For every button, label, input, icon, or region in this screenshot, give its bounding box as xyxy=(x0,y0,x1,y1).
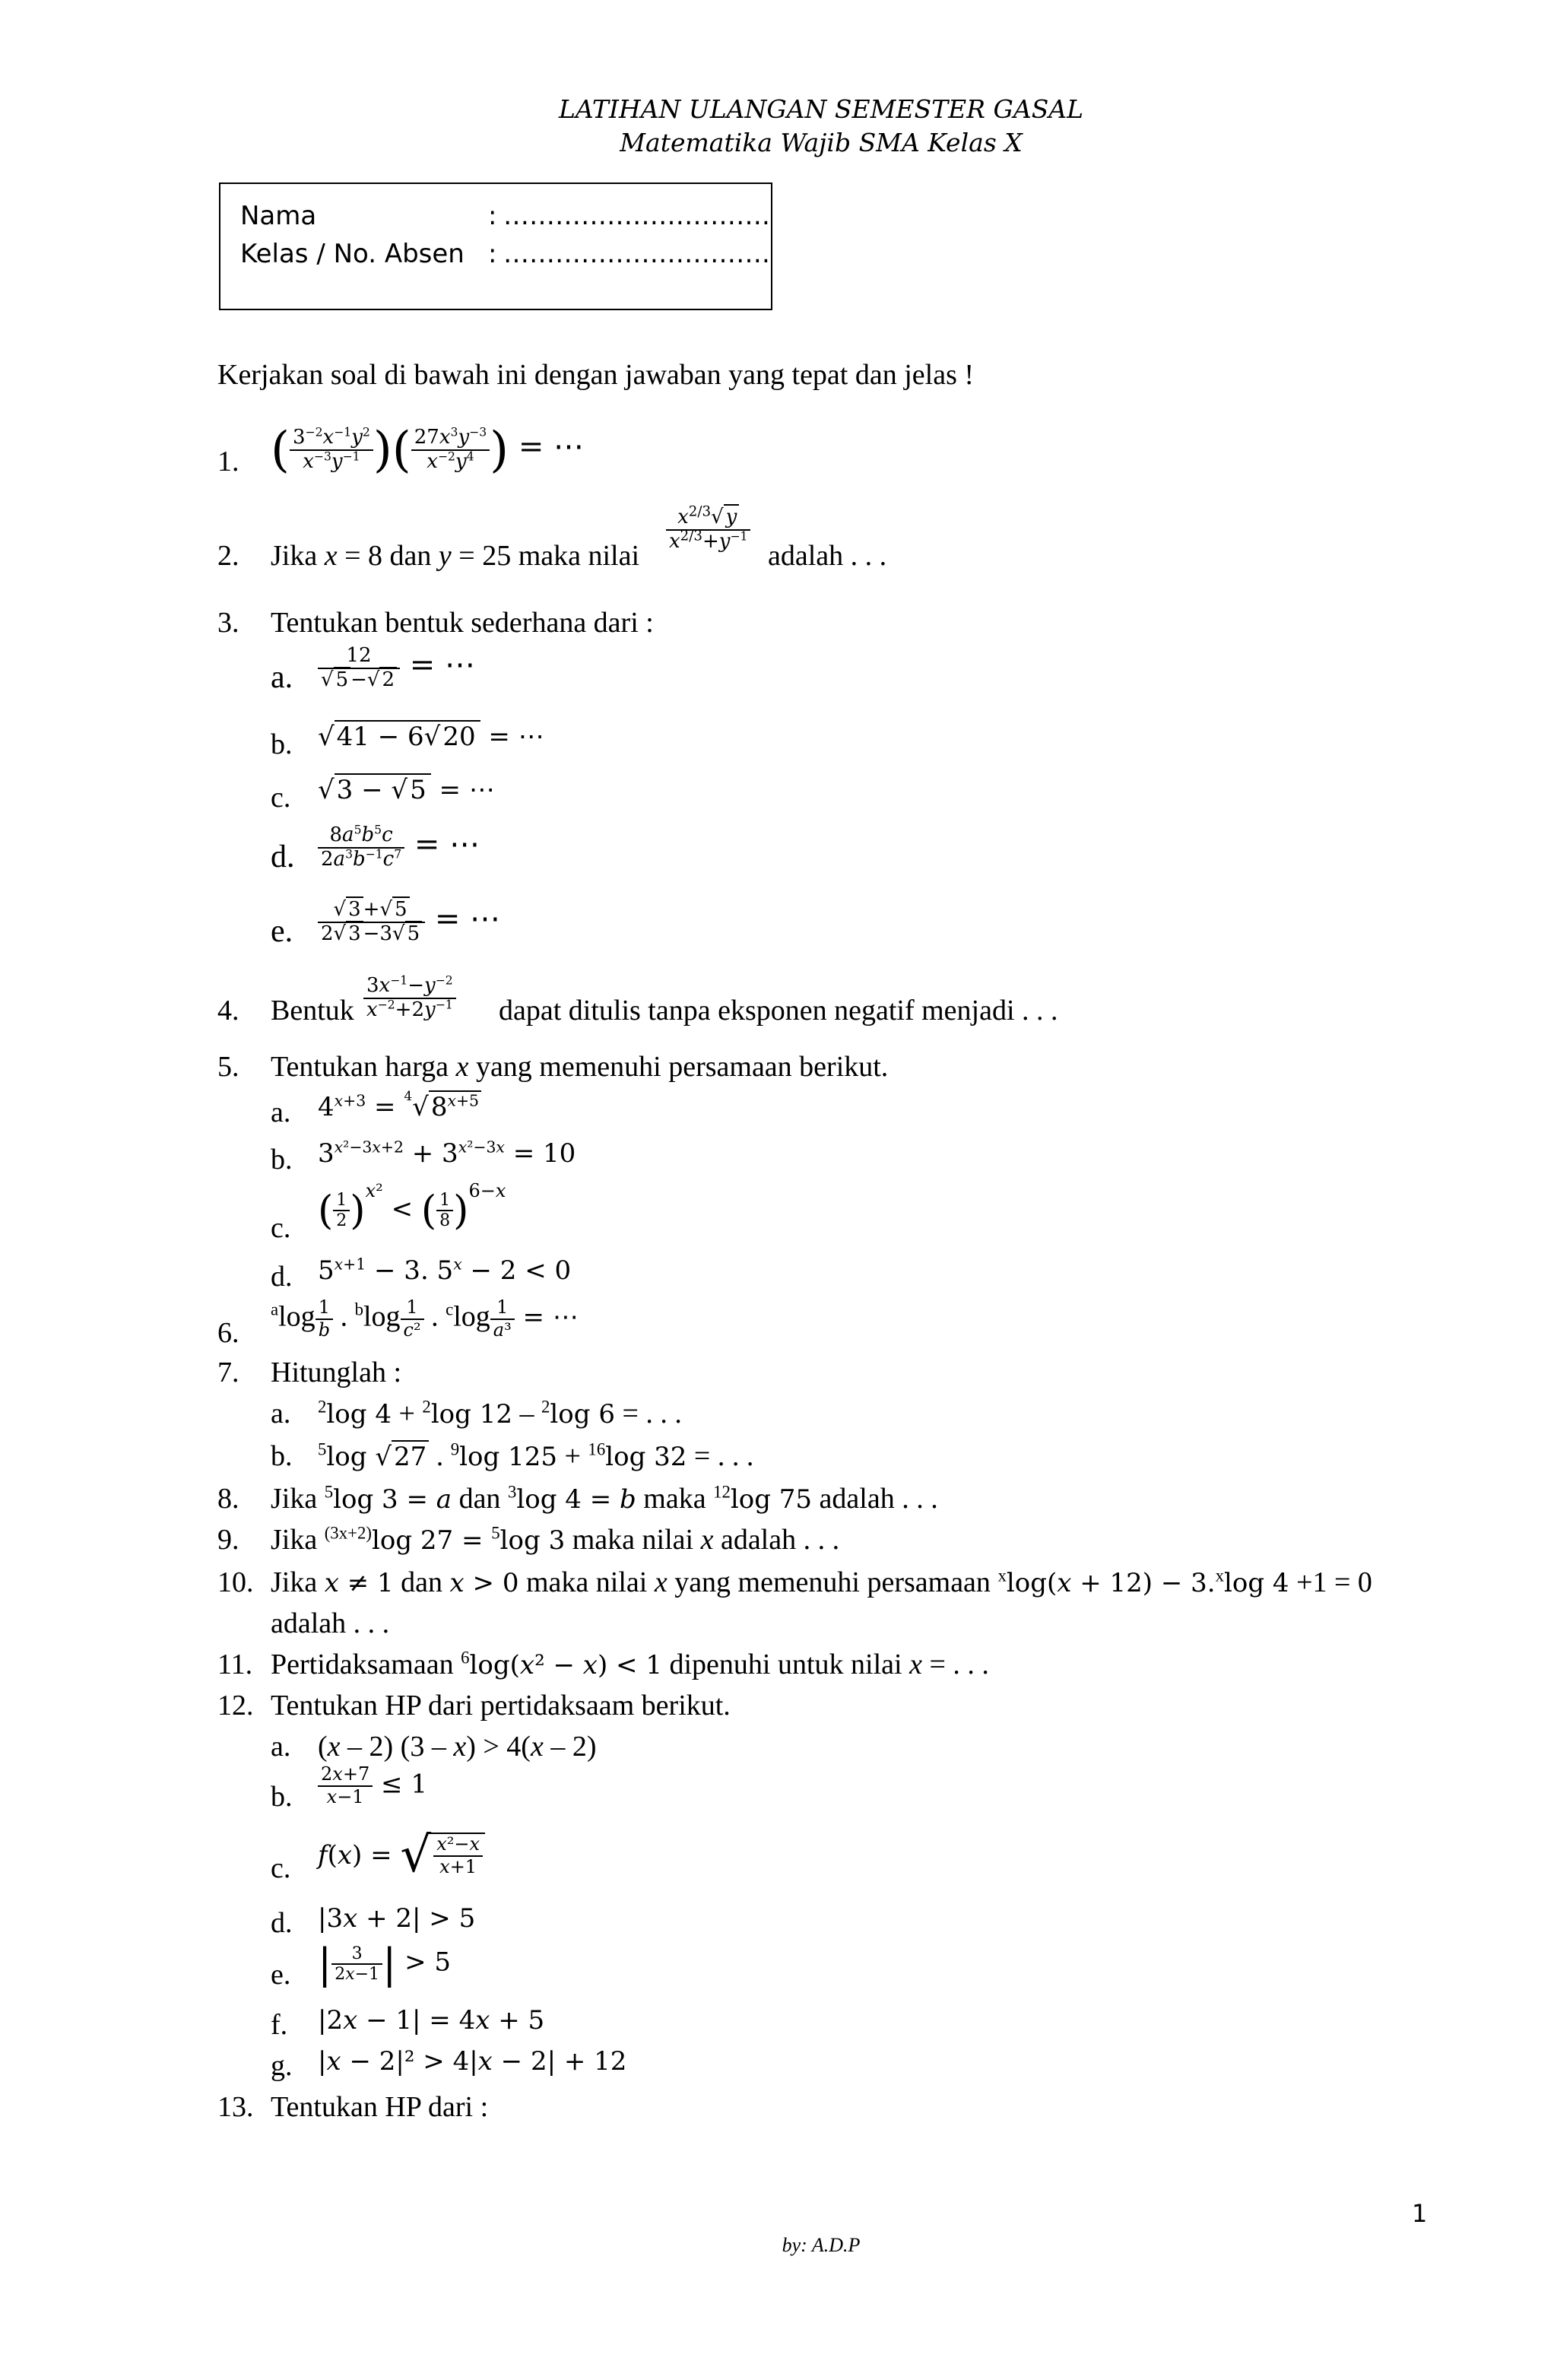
instruction: Kerjakan soal di bawah ini dengan jawaban yang tepat dan jelas ! xyxy=(217,359,975,391)
q12f-expression: |2x − 1| = 4x + 5 xyxy=(318,2005,545,2036)
identity-box xyxy=(219,182,772,310)
page-subtitle: Matematika Wajib SMA Kelas X xyxy=(620,128,1023,157)
item-letter: e. xyxy=(271,1959,291,1991)
item-letter: a. xyxy=(271,1398,291,1430)
q2-text-b: = 8 dan xyxy=(344,540,432,572)
name-label: Nama xyxy=(240,201,317,231)
q12c-expression: f(x) = √ $\frac{\text{x²−x}}{x+1}$ xyxy=(318,1831,485,1880)
q9-text: Jika $^{(3x+2)}$log 27 = $^5$log 3 maka nilai x adalah . . . xyxy=(271,1523,840,1556)
class-field[interactable]: …………………………. xyxy=(503,239,770,269)
q4-text-a: Bentuk xyxy=(271,995,354,1027)
q5-text-a: Tentukan harga xyxy=(271,1051,449,1083)
q10-text: Jika x ≠ 1 dan x > 0 maka nilai x yang memenuhi persamaan $^x$log(x + 12) − 3.$^x$log 4 +1 = 0 xyxy=(271,1566,1372,1598)
q12g-expression: |x − 2|² > 4|x − 2| + 12 xyxy=(318,2046,627,2077)
item-letter: b. xyxy=(271,1144,293,1176)
item-letter: c. xyxy=(271,1852,291,1884)
name-field[interactable]: …………………………. xyxy=(503,201,770,231)
q4-expression: $\frac{3x^{-1}-y^{-2}}{x^{-2}+2y^{-1}}$ xyxy=(363,975,456,1022)
item-letter: c. xyxy=(271,782,291,814)
q6-expression: $^a$log $\frac{1}{b}$ . $^b$log $\frac{1}{\text{c²}}$ . $^c$log $\frac{1}{\text{a³}}$ = ⋯ xyxy=(271,1296,579,1341)
q3e-expression: $\frac{√ 3 +√ 5}{2√ 3 -3√ 5}$ = ⋯ xyxy=(318,899,500,946)
question-number: 10. xyxy=(217,1566,254,1598)
page-title: LATIHAN ULANGAN SEMESTER GASAL xyxy=(558,94,1084,124)
question-number: 12. xyxy=(217,1690,254,1722)
q11-text-b: dipenuhi untuk nilai xyxy=(669,1649,902,1680)
q2-text-a: Jika xyxy=(271,540,318,572)
q9-text-b: maka nilai xyxy=(572,1524,694,1556)
q7b-tail: = . . . xyxy=(693,1440,754,1472)
question-number: 3. xyxy=(217,607,239,639)
q7a-tail: = . . . xyxy=(622,1398,682,1430)
q5b-expression: $3^{x^2-3x+2} + 3^{x^2-3x} = 10$ xyxy=(318,1138,576,1169)
q10-text-d: yang memenuhi persamaan xyxy=(674,1566,991,1598)
q3a-expression: $\frac{12}{√ 5 -√ 2}$ = ⋯ xyxy=(318,645,475,692)
q2-text: Jika x = 8 dan y = 25 maka nilai xyxy=(271,540,640,572)
q12d-expression: |3x + 2| > 5 xyxy=(318,1903,476,1934)
q8-text-b: dan xyxy=(458,1483,501,1515)
q7a-expression: $^2$log 4 + $^2$log 12 – $^2$log 6 = . . . xyxy=(318,1397,682,1430)
q7-text: Hitunglah : xyxy=(271,1357,402,1388)
q5d-expression: $5^{x+1} - 3$. $5^x - 2 < 0$ xyxy=(318,1255,572,1286)
name-colon: : xyxy=(488,201,497,231)
page-number: 1 xyxy=(1412,2199,1428,2228)
item-letter: d. xyxy=(271,1261,293,1293)
q3c-expression: √3 − √5 = ⋯ xyxy=(318,775,495,805)
q12b-expression: $\frac{2x+7}{x-1}$ ≤ 1 xyxy=(318,1764,427,1807)
item-letter: e. xyxy=(271,914,293,949)
item-letter: f. xyxy=(271,2009,288,2041)
q11-text-c: = . . . xyxy=(929,1649,989,1680)
item-letter: a. xyxy=(271,660,293,695)
q7b-expression: $^5$log √27 . $^9$log 125 + $^{16}$log 32 = . . . xyxy=(318,1439,754,1472)
question-number: 9. xyxy=(217,1524,239,1556)
q10-text-b: dan xyxy=(401,1566,443,1598)
item-letter: b. xyxy=(271,1781,293,1813)
item-letter: c. xyxy=(271,1212,291,1244)
q9-text-c: adalah . . . xyxy=(720,1524,840,1556)
class-label: Kelas / No. Absen xyxy=(240,239,465,269)
q2-text-d: adalah . . . xyxy=(768,540,887,572)
q5c-expression: ( $\frac{1}{2}$ )$^{x^2}$ < ( $\frac{1}{8}$ )$^{6-x}$ xyxy=(318,1180,506,1234)
q8-text-c: maka xyxy=(643,1483,706,1515)
q4-text-b: dapat ditulis tanpa eksponen negatif menjadi . . . xyxy=(499,995,1058,1027)
q13-text: Tentukan HP dari : xyxy=(271,2091,489,2123)
item-letter: a. xyxy=(271,1096,291,1128)
q8-text-a: Jika xyxy=(271,1483,318,1515)
q12e-expression: | $\frac{3}{2x-1}$ | > 5 xyxy=(318,1940,452,1988)
q5-text-b: yang memenuhi persamaan berikut. xyxy=(475,1051,889,1083)
q3d-expression: $\frac{8a^5b^5c}{2a^3b^{-1}c^7}$ = ⋯ xyxy=(318,824,480,871)
q10-text-a: Jika xyxy=(271,1566,318,1598)
q2-expression: $\frac{x^{2/3}√ y}{x^{2/3}+y^{-1}}$ xyxy=(666,502,750,554)
item-letter: b. xyxy=(271,1440,293,1472)
item-letter: d. xyxy=(271,839,295,874)
question-number: 11. xyxy=(217,1649,253,1680)
item-letter: g. xyxy=(271,2050,293,2082)
footer-author: by: A.D.P xyxy=(782,2234,861,2256)
q1-expression: ( $\frac{3^{-2}x^{-1}y^2}{x^{-3}y^{-1}}$ )( $\frac{27x^3y^{-3}}{x^{-2}y^4}$ ) = ⋯ xyxy=(271,422,585,478)
q12a-expression: (x – 2) (3 – x) > 4(x – 2) xyxy=(318,1731,597,1763)
question-number: 5. xyxy=(217,1051,239,1083)
item-letter: b. xyxy=(271,728,293,760)
q10-text-e: adalah . . . xyxy=(271,1607,390,1639)
q3b-expression: √41 − 6√20 = ⋯ xyxy=(318,722,544,752)
q5a-expression: $4^{x+3} = ^4√8^{x+5}$ xyxy=(318,1093,481,1120)
q8-text: Jika $^5$log 3 = a dan $^3$log 4 = b maka $^{12}$log 75 adalah . . . xyxy=(271,1482,938,1515)
question-number: 13. xyxy=(217,2091,254,2123)
item-letter: d. xyxy=(271,1907,293,1939)
question-number: 8. xyxy=(217,1483,239,1515)
q5-text: Tentukan harga x yang memenuhi persamaan berikut. xyxy=(271,1051,889,1083)
q12-text: Tentukan HP dari pertidaksaam berikut. xyxy=(271,1690,731,1722)
q8-text-d: adalah . . . xyxy=(819,1483,938,1515)
q10-text-c: maka nilai xyxy=(525,1566,648,1598)
q3-text: Tentukan bentuk sederhana dari : xyxy=(271,607,654,639)
q9-text-a: Jika xyxy=(271,1524,318,1556)
question-number: 1. xyxy=(217,446,239,478)
item-letter: a. xyxy=(271,1731,291,1763)
question-number: 6. xyxy=(217,1317,239,1349)
question-number: 2. xyxy=(217,540,239,572)
question-number: 4. xyxy=(217,995,239,1027)
q11-text: Pertidaksamaan $^6$log(x² − x) < 1 dipenuhi untuk nilai x = . . . xyxy=(271,1648,989,1680)
q11-text-a: Pertidaksamaan xyxy=(271,1649,454,1680)
q2-text-c: = 25 maka nilai xyxy=(458,540,640,572)
class-colon: : xyxy=(488,239,497,269)
question-number: 7. xyxy=(217,1357,239,1388)
